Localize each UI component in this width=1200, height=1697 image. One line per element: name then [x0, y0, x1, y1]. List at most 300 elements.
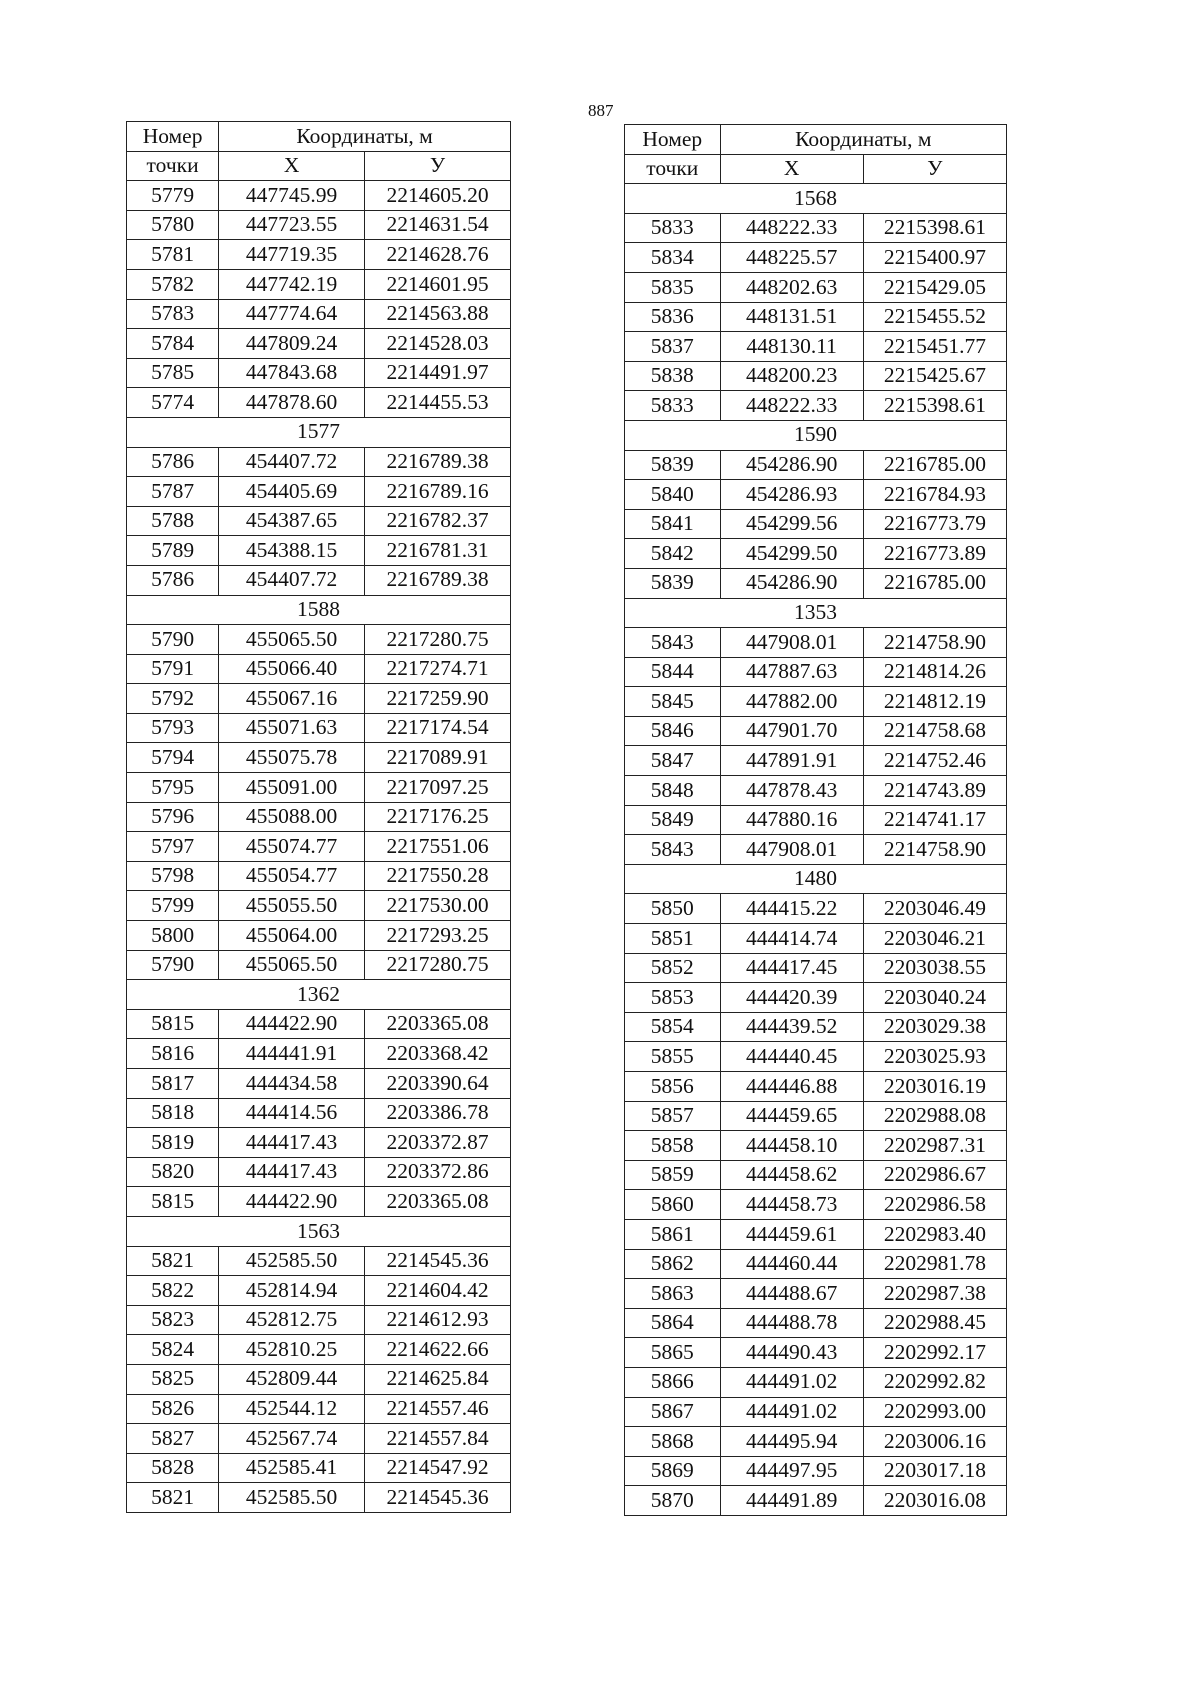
table-row: [625, 805, 1007, 835]
y-coordinate-cell: 2216789.16: [365, 477, 511, 507]
point-number-cell: 5844: [625, 657, 721, 687]
y-coordinate-cell: 2215398.61: [863, 391, 1006, 421]
x-coordinate-cell: 454407.72: [219, 565, 365, 595]
point-number-cell: 5851: [625, 924, 721, 954]
table-row: [625, 332, 1007, 362]
table-row: [625, 1072, 1007, 1102]
point-number-cell: 5834: [625, 243, 721, 273]
y-coordinate-cell: 2214758.68: [863, 716, 1006, 746]
x-coordinate-cell: 447908.01: [720, 835, 863, 865]
point-number-cell: 5833: [625, 391, 721, 421]
coordinates-header: Координаты, м: [219, 122, 511, 152]
y-coordinate-cell: 2214455.53: [365, 388, 511, 418]
y-coordinate-cell: 2203040.24: [863, 983, 1006, 1013]
x-coordinate-cell: 455055.50: [219, 891, 365, 921]
point-number-cell: 5854: [625, 1012, 721, 1042]
coordinates-header: Координаты, м: [720, 125, 1007, 155]
y-coordinate-cell: 2203006.16: [863, 1427, 1006, 1457]
point-number-cell: 5866: [625, 1367, 721, 1397]
point-number-cell: 5815: [127, 1187, 219, 1217]
table-row: [127, 743, 511, 773]
table-row: [625, 302, 1007, 332]
group-label: 1590: [625, 420, 1007, 450]
point-number-cell: 5865: [625, 1338, 721, 1368]
y-coordinate-cell: 2216782.37: [365, 506, 511, 536]
x-coordinate-cell: 452809.44: [219, 1364, 365, 1394]
x-coordinate-cell: 447843.68: [219, 358, 365, 388]
y-coordinate-cell: 2214612.93: [365, 1305, 511, 1335]
x-coordinate-cell: 447891.91: [720, 746, 863, 776]
table-row: [127, 447, 511, 477]
y-coordinate-cell: 2216773.89: [863, 539, 1006, 569]
table-row: [127, 1424, 511, 1454]
point-number-cell: 5796: [127, 802, 219, 832]
point-number-cell: 5843: [625, 835, 721, 865]
table-row: [127, 210, 511, 240]
table-row: [127, 654, 511, 684]
table-row: [127, 1157, 511, 1187]
x-coordinate-cell: 455091.00: [219, 773, 365, 803]
y-coordinate-cell: 2214557.46: [365, 1394, 511, 1424]
table-row: [625, 450, 1007, 480]
table-row: [127, 684, 511, 714]
point-number-cell: 5820: [127, 1157, 219, 1187]
x-coordinate-cell: 447882.00: [720, 687, 863, 717]
table-row: [625, 361, 1007, 391]
x-coordinate-cell: 444441.91: [219, 1039, 365, 1069]
point-number-cell: 5837: [625, 332, 721, 362]
point-number-cell: 5839: [625, 568, 721, 598]
group-label: 1568: [625, 184, 1007, 214]
x-coordinate-cell: 455054.77: [219, 861, 365, 891]
table-row: [127, 950, 511, 980]
point-number-cell: 5870: [625, 1486, 721, 1516]
x-coordinate-cell: 455066.40: [219, 654, 365, 684]
point-number-cell: 5779: [127, 181, 219, 211]
y-coordinate-cell: 2214625.84: [365, 1364, 511, 1394]
y-coordinate-cell: 2214743.89: [863, 776, 1006, 806]
table-row: [127, 802, 511, 832]
y-coordinate-cell: 2217530.00: [365, 891, 511, 921]
point-number-cell: 5790: [127, 950, 219, 980]
point-number-header: [127, 122, 219, 152]
point-number-cell: 5842: [625, 539, 721, 569]
coordinates-table-right: [624, 124, 1007, 1516]
x-coordinate-cell: 447809.24: [219, 329, 365, 359]
y-coordinate-cell: 2202992.82: [863, 1367, 1006, 1397]
y-coordinate-cell: 2214622.66: [365, 1335, 511, 1365]
point-number-cell: 5843: [625, 628, 721, 658]
y-coordinate-cell: 2203372.86: [365, 1157, 511, 1187]
table-row: [127, 1069, 511, 1099]
point-number-cell: 5819: [127, 1128, 219, 1158]
y-coordinate-cell: 2214758.90: [863, 835, 1006, 865]
y-coordinate-cell: 2203386.78: [365, 1098, 511, 1128]
group-label: 1563: [127, 1216, 511, 1246]
group-row: [127, 1216, 511, 1246]
point-number-cell: 5838: [625, 361, 721, 391]
point-number-cell: 5839: [625, 450, 721, 480]
point-number-cell: 5846: [625, 716, 721, 746]
table-row: [625, 1427, 1007, 1457]
x-coordinate-cell: 455067.16: [219, 684, 365, 714]
point-number-cell: 5823: [127, 1305, 219, 1335]
x-coordinate-cell: 444458.73: [720, 1190, 863, 1220]
x-coordinate-cell: 454388.15: [219, 536, 365, 566]
x-coordinate-cell: 447887.63: [720, 657, 863, 687]
point-number-cell: 5825: [127, 1364, 219, 1394]
table-row: [127, 269, 511, 299]
y-coordinate-cell: 2214752.46: [863, 746, 1006, 776]
point-number-cell: 5790: [127, 625, 219, 655]
x-coordinate-cell: 455074.77: [219, 832, 365, 862]
y-coordinate-cell: 2214812.19: [863, 687, 1006, 717]
x-coordinate-cell: 444460.44: [720, 1249, 863, 1279]
table-row: [625, 1456, 1007, 1486]
table-row: [127, 1009, 511, 1039]
table-row: [625, 509, 1007, 539]
table-row: [625, 213, 1007, 243]
point-number-cell: 5856: [625, 1072, 721, 1102]
x-coordinate-cell: 454286.90: [720, 568, 863, 598]
point-number-cell: 5816: [127, 1039, 219, 1069]
table-row: [625, 894, 1007, 924]
table-row: [127, 891, 511, 921]
x-coordinate-cell: 444414.74: [720, 924, 863, 954]
point-number-cell: 5781: [127, 240, 219, 270]
point-number-cell: 5782: [127, 269, 219, 299]
table-row: [625, 924, 1007, 954]
y-coordinate-cell: 2214545.36: [365, 1483, 511, 1513]
y-coordinate-cell: 2202992.17: [863, 1338, 1006, 1368]
x-coordinate-cell: 454387.65: [219, 506, 365, 536]
point-number-cell: 5815: [127, 1009, 219, 1039]
table-row: [625, 628, 1007, 658]
table-row: [127, 1335, 511, 1365]
y-coordinate-cell: 2202993.00: [863, 1397, 1006, 1427]
y-coordinate-cell: 2214628.76: [365, 240, 511, 270]
y-coordinate-cell: 2214563.88: [365, 299, 511, 329]
y-coordinate-cell: 2214547.92: [365, 1453, 511, 1483]
y-coordinate-cell: 2217551.06: [365, 832, 511, 862]
table-row: [127, 1483, 511, 1513]
x-coordinate-cell: 447742.19: [219, 269, 365, 299]
point-number-cell: 5853: [625, 983, 721, 1013]
point-number-cell: 5786: [127, 447, 219, 477]
point-number-cell: 5794: [127, 743, 219, 773]
x-coordinate-cell: 444417.43: [219, 1157, 365, 1187]
table-row: [625, 1338, 1007, 1368]
table-row: [625, 746, 1007, 776]
point-number-cell: 5841: [625, 509, 721, 539]
x-coordinate-cell: 452585.41: [219, 1453, 365, 1483]
table-row: [127, 1305, 511, 1335]
group-label: 1353: [625, 598, 1007, 628]
y-coordinate-cell: 2214605.20: [365, 181, 511, 211]
point-number-cell: 5869: [625, 1456, 721, 1486]
table-row: [625, 983, 1007, 1013]
point-number-cell: 5799: [127, 891, 219, 921]
point-number-cell: 5795: [127, 773, 219, 803]
table-row: [127, 1128, 511, 1158]
point-number-cell: 5859: [625, 1160, 721, 1190]
y-coordinate-cell: 2217097.25: [365, 773, 511, 803]
y-coordinate-cell: 2217280.75: [365, 950, 511, 980]
x-coordinate-cell: 455064.00: [219, 921, 365, 951]
y-coordinate-cell: 2203046.49: [863, 894, 1006, 924]
x-header: X: [219, 151, 365, 181]
y-coordinate-cell: 2215451.77: [863, 332, 1006, 362]
table-row: [127, 565, 511, 595]
y-coordinate-cell: 2214528.03: [365, 329, 511, 359]
x-coordinate-cell: 444491.89: [720, 1486, 863, 1516]
point-number-cell: 5784: [127, 329, 219, 359]
y-coordinate-cell: 2203365.08: [365, 1187, 511, 1217]
point-number-header-line1: Номер: [642, 126, 703, 151]
y-coordinate-cell: 2202983.40: [863, 1219, 1006, 1249]
point-number-cell: 5818: [127, 1098, 219, 1128]
x-coordinate-cell: 454299.50: [720, 539, 863, 569]
point-number-cell: 5817: [127, 1069, 219, 1099]
point-number-cell: 5860: [625, 1190, 721, 1220]
x-coordinate-cell: 455075.78: [219, 743, 365, 773]
point-number-cell: 5858: [625, 1131, 721, 1161]
x-coordinate-cell: 447880.16: [720, 805, 863, 835]
x-coordinate-cell: 444417.43: [219, 1128, 365, 1158]
table-row: [127, 329, 511, 359]
y-coordinate-cell: 2203016.19: [863, 1072, 1006, 1102]
table-row: [625, 272, 1007, 302]
point-number-header: [625, 125, 721, 155]
point-number-cell: 5847: [625, 746, 721, 776]
point-number-cell: 5798: [127, 861, 219, 891]
x-coordinate-cell: 444415.22: [720, 894, 863, 924]
table-row: [127, 1453, 511, 1483]
y-coordinate-cell: 2203365.08: [365, 1009, 511, 1039]
table-row: [625, 1042, 1007, 1072]
y-coordinate-cell: 2216784.93: [863, 480, 1006, 510]
y-coordinate-cell: 2214557.84: [365, 1424, 511, 1454]
y-coordinate-cell: 2217293.25: [365, 921, 511, 951]
table-row: [625, 1486, 1007, 1516]
y-coordinate-cell: 2202981.78: [863, 1249, 1006, 1279]
x-coordinate-cell: 447774.64: [219, 299, 365, 329]
x-coordinate-cell: 444420.39: [720, 983, 863, 1013]
table-row: [625, 1279, 1007, 1309]
coordinates-table-left: [126, 121, 511, 1513]
y-coordinate-cell: 2214631.54: [365, 210, 511, 240]
point-number-cell: 5857: [625, 1101, 721, 1131]
table-row: [127, 773, 511, 803]
y-coordinate-cell: 2202987.38: [863, 1279, 1006, 1309]
table-row: [127, 1246, 511, 1276]
x-header: X: [720, 154, 863, 184]
table-row: [127, 1364, 511, 1394]
x-coordinate-cell: 444422.90: [219, 1187, 365, 1217]
x-coordinate-cell: 444495.94: [720, 1427, 863, 1457]
table-row: [625, 657, 1007, 687]
table-row: [625, 953, 1007, 983]
y-coordinate-cell: 2203038.55: [863, 953, 1006, 983]
point-number-cell: 5792: [127, 684, 219, 714]
y-coordinate-cell: 2216773.79: [863, 509, 1006, 539]
x-coordinate-cell: 444458.62: [720, 1160, 863, 1190]
point-number-cell: 5867: [625, 1397, 721, 1427]
x-coordinate-cell: 447901.70: [720, 716, 863, 746]
x-coordinate-cell: 444458.10: [720, 1131, 863, 1161]
x-coordinate-cell: 448200.23: [720, 361, 863, 391]
point-number-cell: 5774: [127, 388, 219, 418]
point-number-cell: 5780: [127, 210, 219, 240]
point-number-cell: 5788: [127, 506, 219, 536]
point-number-header-line1: Номер: [142, 123, 203, 148]
x-coordinate-cell: 454405.69: [219, 477, 365, 507]
table-row: [127, 506, 511, 536]
x-coordinate-cell: 455071.63: [219, 713, 365, 743]
table-row: [625, 835, 1007, 865]
point-number-cell: 5848: [625, 776, 721, 806]
point-number-cell: 5786: [127, 565, 219, 595]
y-coordinate-cell: 2203025.93: [863, 1042, 1006, 1072]
x-coordinate-cell: 448225.57: [720, 243, 863, 273]
y-coordinate-cell: 2217176.25: [365, 802, 511, 832]
point-number-cell: 5826: [127, 1394, 219, 1424]
x-coordinate-cell: 444417.45: [720, 953, 863, 983]
y-coordinate-cell: 2214601.95: [365, 269, 511, 299]
table-row: [127, 181, 511, 211]
x-coordinate-cell: 452814.94: [219, 1276, 365, 1306]
x-coordinate-cell: 444497.95: [720, 1456, 863, 1486]
point-number-cell: 5855: [625, 1042, 721, 1072]
point-number-cell: 5787: [127, 477, 219, 507]
group-label: 1588: [127, 595, 511, 625]
point-number-cell: 5861: [625, 1219, 721, 1249]
group-row: [625, 420, 1007, 450]
table-row: [127, 240, 511, 270]
point-number-cell: 5845: [625, 687, 721, 717]
table-row: [625, 1101, 1007, 1131]
point-number-cell: 5864: [625, 1308, 721, 1338]
point-number-cell: 5849: [625, 805, 721, 835]
x-coordinate-cell: 444459.61: [720, 1219, 863, 1249]
table-row: [127, 1039, 511, 1069]
table-row: [625, 716, 1007, 746]
table-row: [127, 388, 511, 418]
y-coordinate-cell: 2216789.38: [365, 447, 511, 477]
y-coordinate-cell: 2216789.38: [365, 565, 511, 595]
y-coordinate-cell: 2216781.31: [365, 536, 511, 566]
point-number-cell: 5868: [625, 1427, 721, 1457]
y-coordinate-cell: 2203390.64: [365, 1069, 511, 1099]
y-coordinate-cell: 2216785.00: [863, 568, 1006, 598]
x-coordinate-cell: 454286.93: [720, 480, 863, 510]
group-label: 1577: [127, 417, 511, 447]
y-coordinate-cell: 2214604.42: [365, 1276, 511, 1306]
y-coordinate-cell: 2202986.67: [863, 1160, 1006, 1190]
group-row: [625, 864, 1007, 894]
point-number-cell: 5783: [127, 299, 219, 329]
y-coordinate-cell: 2217550.28: [365, 861, 511, 891]
table-row: [625, 568, 1007, 598]
point-number-cell: 5785: [127, 358, 219, 388]
table-row: [625, 1131, 1007, 1161]
table-row: [127, 299, 511, 329]
table-row: [625, 687, 1007, 717]
table-row: [625, 1219, 1007, 1249]
y-coordinate-cell: 2203372.87: [365, 1128, 511, 1158]
x-coordinate-cell: 454286.90: [720, 450, 863, 480]
page-number: 887: [588, 101, 614, 120]
x-coordinate-cell: 454407.72: [219, 447, 365, 477]
table-row: [625, 480, 1007, 510]
point-number-cell: 5821: [127, 1246, 219, 1276]
table-row: [625, 1367, 1007, 1397]
y-coordinate-cell: 2215398.61: [863, 213, 1006, 243]
x-coordinate-cell: 447878.60: [219, 388, 365, 418]
table-row: [625, 1012, 1007, 1042]
point-number-cell: 5835: [625, 272, 721, 302]
y-coordinate-cell: 2217280.75: [365, 625, 511, 655]
table-row: [625, 539, 1007, 569]
x-coordinate-cell: 448222.33: [720, 391, 863, 421]
x-coordinate-cell: 452567.74: [219, 1424, 365, 1454]
point-number-cell: 5833: [625, 213, 721, 243]
y-coordinate-cell: 2217174.54: [365, 713, 511, 743]
group-label: 1362: [127, 980, 511, 1010]
x-coordinate-cell: 444490.43: [720, 1338, 863, 1368]
x-coordinate-cell: 447723.55: [219, 210, 365, 240]
x-coordinate-cell: 452544.12: [219, 1394, 365, 1424]
x-coordinate-cell: 444446.88: [720, 1072, 863, 1102]
y-coordinate-cell: 2203368.42: [365, 1039, 511, 1069]
group-row: [127, 595, 511, 625]
x-coordinate-cell: 444439.52: [720, 1012, 863, 1042]
table-row: [625, 1160, 1007, 1190]
x-coordinate-cell: 444422.90: [219, 1009, 365, 1039]
y-coordinate-cell: 2203016.08: [863, 1486, 1006, 1516]
point-number-header-line2: точки: [625, 154, 721, 184]
y-coordinate-cell: 2214758.90: [863, 628, 1006, 658]
group-row: [625, 184, 1007, 214]
y-coordinate-cell: 2216785.00: [863, 450, 1006, 480]
point-number-cell: 5797: [127, 832, 219, 862]
table-row: [127, 832, 511, 862]
x-coordinate-cell: 447719.35: [219, 240, 365, 270]
x-coordinate-cell: 444491.02: [720, 1397, 863, 1427]
x-coordinate-cell: 448222.33: [720, 213, 863, 243]
table-row: [127, 861, 511, 891]
y-coordinate-cell: 2217259.90: [365, 684, 511, 714]
y-coordinate-cell: 2214545.36: [365, 1246, 511, 1276]
x-coordinate-cell: 448202.63: [720, 272, 863, 302]
point-number-cell: 5800: [127, 921, 219, 951]
x-coordinate-cell: 444488.78: [720, 1308, 863, 1338]
x-coordinate-cell: 444488.67: [720, 1279, 863, 1309]
y-coordinate-cell: 2202988.45: [863, 1308, 1006, 1338]
x-coordinate-cell: 444414.56: [219, 1098, 365, 1128]
point-number-cell: 5862: [625, 1249, 721, 1279]
x-coordinate-cell: 444440.45: [720, 1042, 863, 1072]
y-header: У: [863, 154, 1006, 184]
point-number-header-line2: точки: [127, 151, 219, 181]
x-coordinate-cell: 452585.50: [219, 1246, 365, 1276]
point-number-cell: 5822: [127, 1276, 219, 1306]
table-row: [127, 1187, 511, 1217]
y-coordinate-cell: 2215400.97: [863, 243, 1006, 273]
y-coordinate-cell: 2202988.08: [863, 1101, 1006, 1131]
y-coordinate-cell: 2202987.31: [863, 1131, 1006, 1161]
point-number-cell: 5852: [625, 953, 721, 983]
